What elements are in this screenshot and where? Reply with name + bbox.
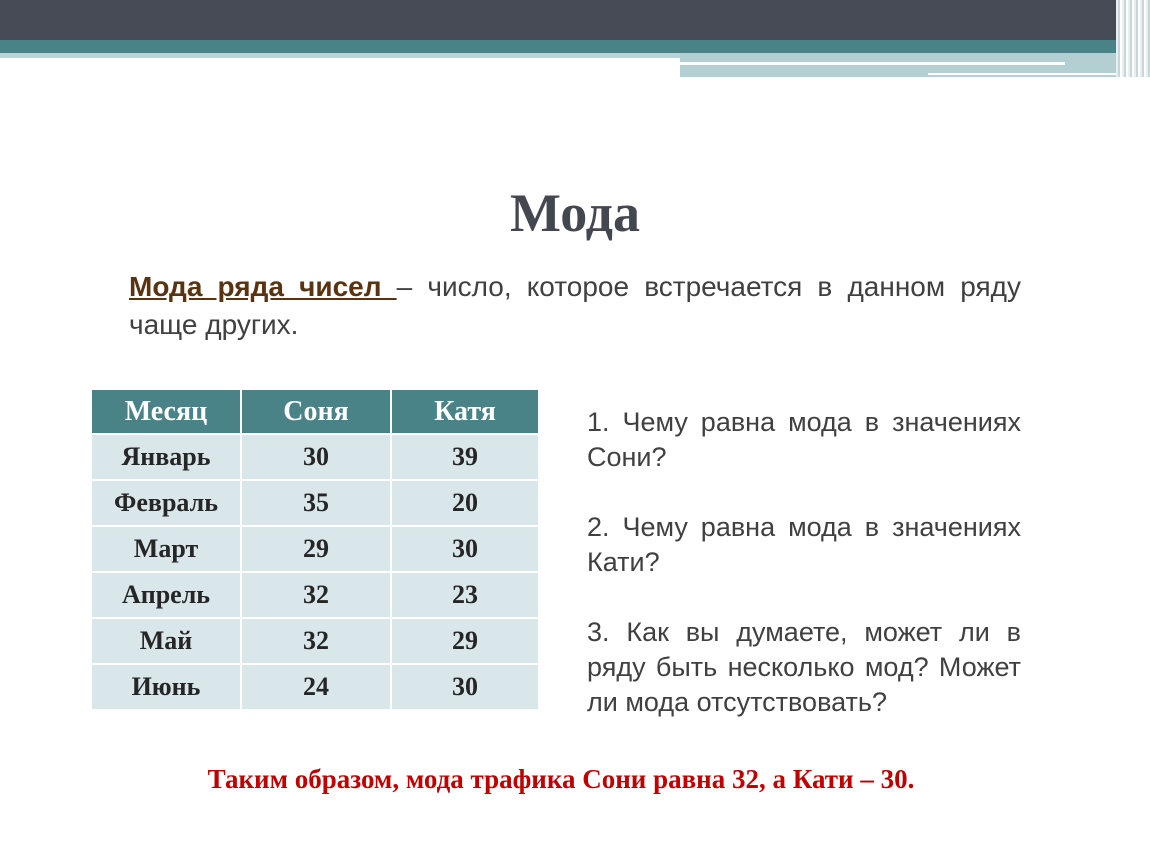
questions-block <box>587 405 1021 755</box>
question-2: 2. Чему равна мода в значениях Кати? <box>587 512 1021 577</box>
cell-sonya: 29 <box>241 526 391 572</box>
cell-sonya: 32 <box>241 618 391 664</box>
definition-term: Мода ряда чисел <box>129 271 397 302</box>
cell-sonya: 24 <box>241 664 391 710</box>
table-row <box>91 618 539 664</box>
header-katya: Катя <box>391 389 539 434</box>
cell-katya: 20 <box>391 480 539 526</box>
header-line-2 <box>928 73 1128 75</box>
table-row <box>91 434 539 480</box>
cell-sonya: 30 <box>241 434 391 480</box>
cell-katya: 39 <box>391 434 539 480</box>
cell-katya: 30 <box>391 526 539 572</box>
cell-katya: 30 <box>391 664 539 710</box>
cell-month: Май <box>91 618 241 664</box>
cell-month: Март <box>91 526 241 572</box>
table-row <box>91 664 539 710</box>
header-band-dark <box>0 0 1150 40</box>
definition-text: – число, которое встречается в данном ряду чаще других. <box>129 271 1021 340</box>
question-1: 1. Чему равна мода в значениях Сони? <box>587 407 1021 472</box>
cell-sonya: 35 <box>241 480 391 526</box>
conclusion-text: Таким образом, мода трафика Сони равна 32, а Кати – 30. <box>207 764 915 794</box>
question-3: 3. Как вы думаете, может ли в ряду быть несколько мод? Может ли мода отсутствовать? <box>587 617 1021 717</box>
data-table <box>90 388 540 711</box>
cell-katya: 23 <box>391 572 539 618</box>
table-row <box>91 480 539 526</box>
header-band-light-left <box>0 53 680 58</box>
header-stripes <box>1116 0 1150 77</box>
header-month: Месяц <box>91 389 241 434</box>
table-row <box>91 572 539 618</box>
cell-month: Апрель <box>91 572 241 618</box>
cell-month: Февраль <box>91 480 241 526</box>
table-row <box>91 526 539 572</box>
cell-sonya: 32 <box>241 572 391 618</box>
cell-katya: 29 <box>391 618 539 664</box>
header-sonya: Соня <box>241 389 391 434</box>
header-line <box>680 62 1065 65</box>
table-header-row <box>91 389 539 434</box>
slide-title: Мода <box>509 183 641 243</box>
cell-month: Январь <box>91 434 241 480</box>
definition-paragraph <box>129 268 1021 344</box>
header-band-teal <box>0 40 1150 53</box>
cell-month: Июнь <box>91 664 241 710</box>
